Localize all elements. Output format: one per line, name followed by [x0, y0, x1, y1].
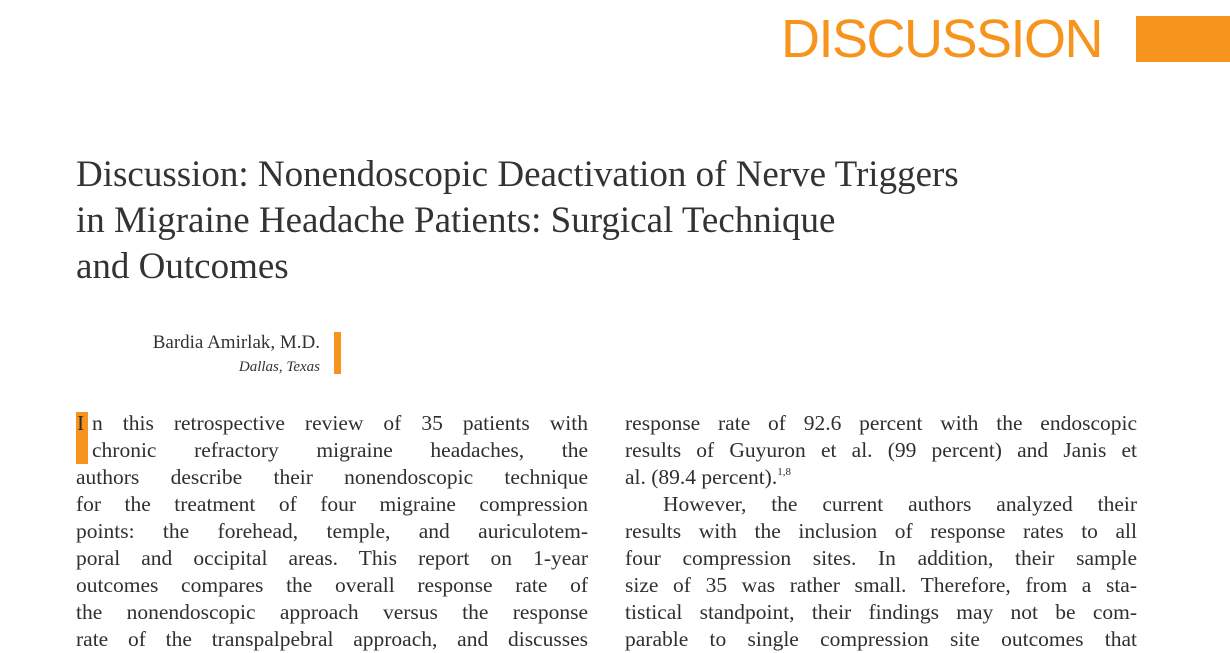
- body-line: n this retrospective review of 35 patients with: [92, 411, 588, 435]
- body-line: points: the forehead, temple, and auriculotem-: [76, 519, 588, 543]
- citation-superscript: 1,8: [777, 466, 791, 478]
- body-line: tistical standpoint, their findings may not be com-: [625, 600, 1137, 624]
- body-line: However, the current authors analyzed their: [663, 492, 1137, 516]
- title-line: and Outcomes: [76, 246, 289, 287]
- drop-cap-letter: I: [77, 411, 85, 435]
- body-line: authors describe their nonendoscopic technique: [76, 465, 588, 489]
- body-line: poral and occipital areas. This report on 1-year: [76, 546, 588, 570]
- body-line: outcomes compares the overall response rate of: [76, 573, 588, 597]
- body-line-text: al. (89.4 percent).: [625, 465, 778, 489]
- body-column-left: [76, 410, 588, 653]
- body-line: for the treatment of four migraine compression: [76, 492, 588, 516]
- body-column-right: [625, 410, 1137, 653]
- body-line: the nonendoscopic approach versus the response: [76, 600, 588, 624]
- body-line-with-citation: [625, 464, 1137, 491]
- body-line: four compression sites. In addition, their sample: [625, 546, 1137, 570]
- article-title: [76, 152, 1136, 290]
- body-line: parable to single compression site outcomes that: [625, 627, 1137, 651]
- body-line: rate of the transpalpebral approach, and discusses: [76, 627, 588, 651]
- author-location: Dallas, Texas: [238, 359, 320, 375]
- body-line: size of 35 was rather small. Therefore, from a sta-: [625, 573, 1137, 597]
- body-line: response rate of 92.6 percent with the endoscopic: [625, 411, 1137, 435]
- section-accent-bar: [1136, 16, 1230, 62]
- body-line: results of Guyuron et al. (99 percent) and Janis et: [625, 438, 1137, 462]
- title-line: Discussion: Nonendoscopic Deactivation of Nerve Triggers: [76, 154, 959, 195]
- body-line: chronic refractory migraine headaches, the: [92, 438, 588, 462]
- section-label: DISCUSSION: [781, 9, 1103, 69]
- byline-accent-bar: [334, 332, 341, 374]
- author-name: Bardia Amirlak, M.D.: [152, 332, 320, 353]
- body-line: results with the inclusion of response rates to all: [625, 519, 1137, 543]
- title-line: in Migraine Headache Patients: Surgical Technique: [76, 200, 836, 241]
